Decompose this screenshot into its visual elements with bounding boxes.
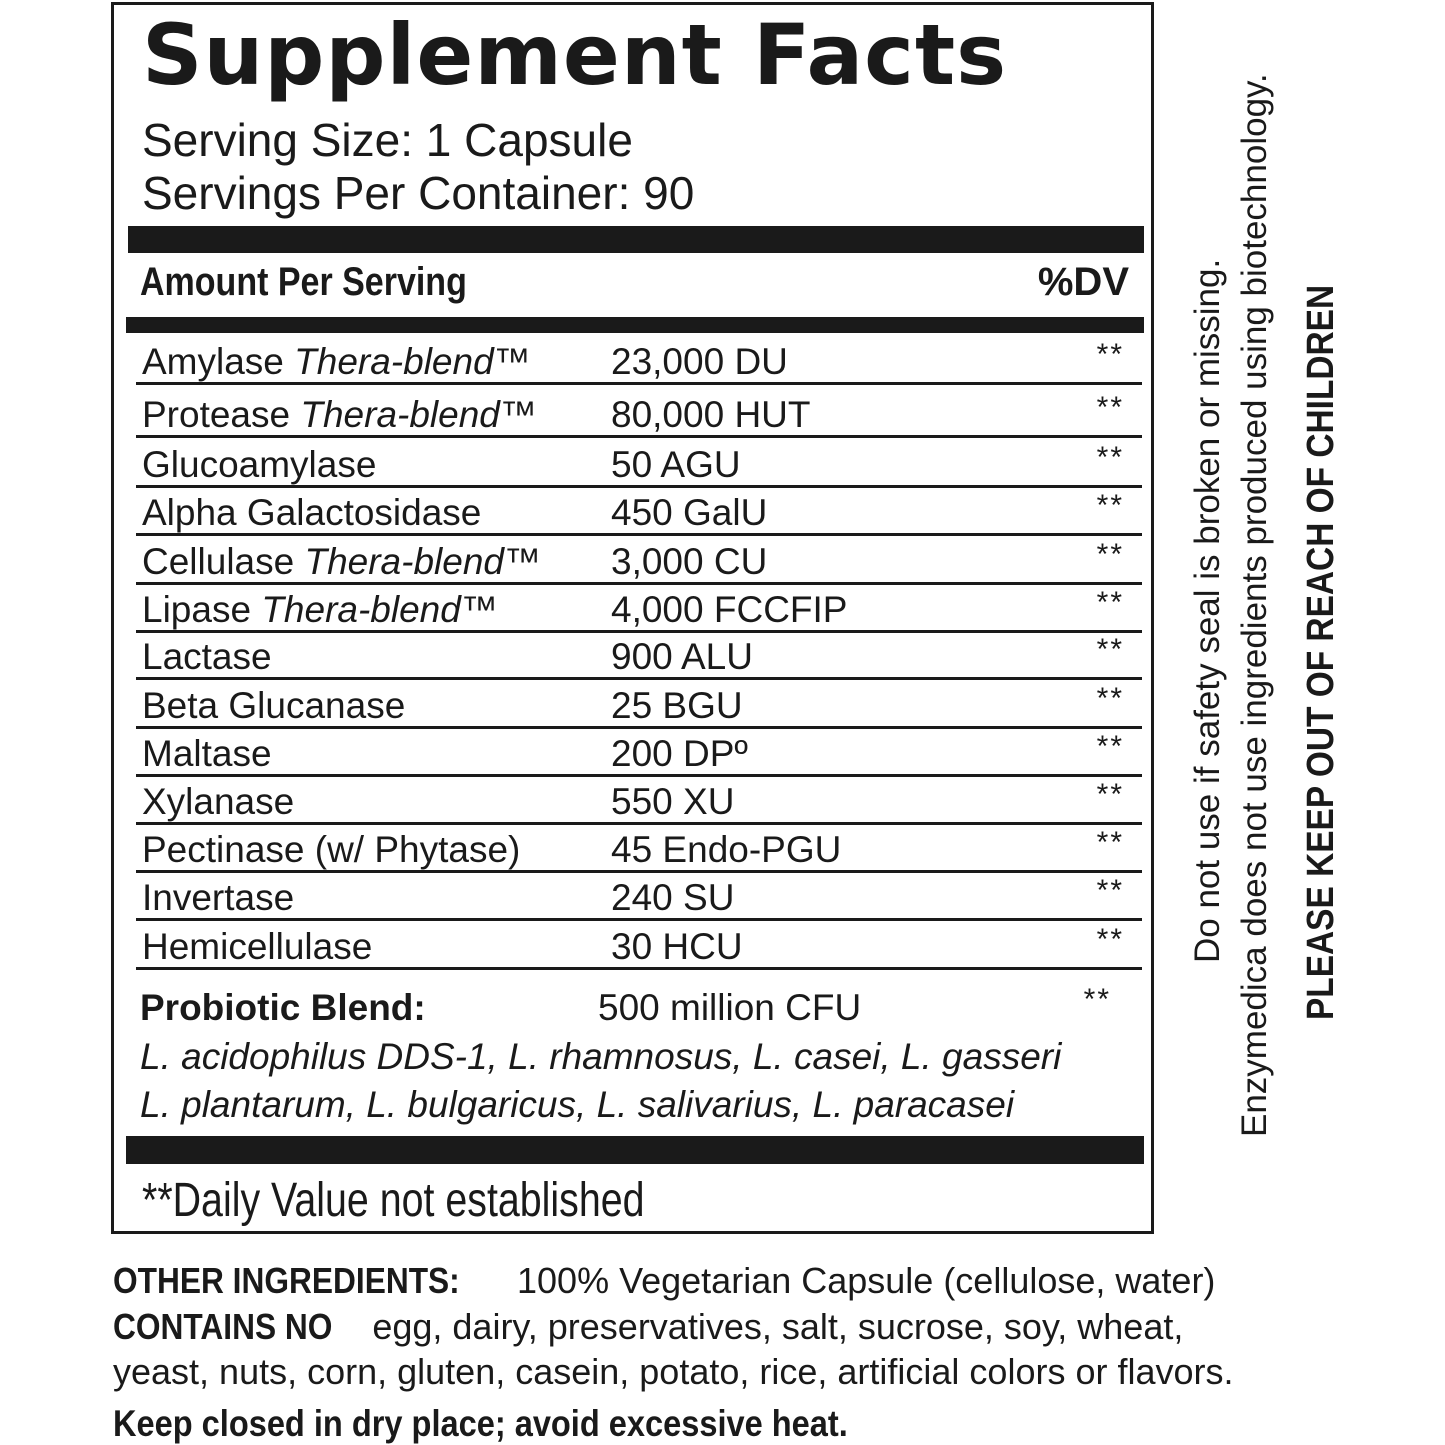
ingredient-row (136, 682, 1142, 729)
other-ingredients-value: 100% Vegetarian Capsule (cellulose, water) (507, 1260, 1216, 1301)
ingredient-dv: ** (1096, 586, 1124, 619)
blend-label: Thera-blend™ (300, 394, 537, 435)
servings-per-container: Servings Per Container: 90 (142, 167, 695, 219)
blend-label: Thera-blend™ (294, 341, 531, 382)
thick-divider-top (128, 226, 1144, 253)
probiotic-blend-amount: 500 million CFU (598, 987, 862, 1028)
contains-no (113, 1306, 1183, 1348)
ingredient-row (136, 826, 1142, 873)
ingredient-row (136, 441, 1142, 488)
storage-instructions: Keep closed in dry place; avoid excessive heat. (113, 1403, 848, 1444)
ingredient-name: Amylase Thera-blend™ (142, 341, 531, 382)
ingredient-name: Alpha Galactosidase (142, 492, 482, 533)
thick-divider-bottom (126, 1136, 1144, 1164)
ingredient-name: Cellulase Thera-blend™ (142, 541, 541, 582)
biotech-note: Enzymedica does not use ingredients produced using biotechnology. (1235, 73, 1274, 1137)
ingredient-name: Lipase Thera-blend™ (142, 589, 498, 630)
ingredient-amount: 900 ALU (611, 636, 753, 677)
ingredient-dv: ** (1096, 633, 1124, 666)
serving-size: Serving Size: 1 Capsule (142, 114, 633, 166)
ingredient-amount: 450 GalU (611, 492, 768, 533)
ingredient-row (136, 586, 1142, 633)
seal-warning: Do not use if safety seal is broken or missing. (1188, 258, 1227, 963)
ingredient-dv: ** (1096, 730, 1124, 763)
ingredient-amount: 200 DPº (611, 733, 748, 774)
ingredient-dv: ** (1096, 923, 1124, 956)
ingredient-dv: ** (1096, 826, 1124, 859)
panel-title: Supplement Facts (142, 6, 1008, 104)
probiotic-strains-line-2: L. plantarum, L. bulgaricus, L. salivarius, L. paracasei (140, 1084, 1015, 1125)
ingredient-row (136, 923, 1142, 970)
ingredient-name: Lactase (142, 636, 272, 677)
ingredient-amount: 3,000 CU (611, 541, 768, 582)
amount-per-serving-header: Amount Per Serving (140, 260, 467, 304)
ingredient-dv: ** (1096, 778, 1124, 811)
ingredient-dv: ** (1096, 682, 1124, 715)
supplement-facts-panel (111, 2, 1154, 1234)
ingredient-name: Invertase (142, 877, 295, 918)
ingredient-name: Xylanase (142, 781, 295, 822)
probiotic-strains-line-1: L. acidophilus DDS-1, L. rhamnosus, L. casei, L. gasseri (140, 1036, 1062, 1077)
ingredient-amount: 50 AGU (611, 444, 741, 485)
ingredient-name: Protease Thera-blend™ (142, 394, 537, 435)
ingredient-row (136, 538, 1142, 585)
ingredient-dv: ** (1096, 338, 1124, 371)
ingredient-name: Pectinase (w/ Phytase) (142, 829, 521, 870)
ingredient-amount: 45 Endo-PGU (611, 829, 842, 870)
ingredient-row (136, 633, 1142, 680)
ingredient-row (136, 874, 1142, 921)
ingredient-row (136, 778, 1142, 825)
contains-no-label: CONTAINS NO (113, 1306, 333, 1347)
probiotic-blend-label: Probiotic Blend: (140, 987, 426, 1028)
dv-header: %DV (1037, 260, 1129, 304)
other-ingredients (113, 1260, 1215, 1302)
ingredient-row (136, 338, 1142, 385)
children-warning: PLEASE KEEP OUT OF REACH OF CHILDREN (1300, 284, 1342, 1020)
ingredient-dv: ** (1096, 538, 1124, 571)
ingredient-name: Hemicellulase (142, 926, 373, 967)
ingredient-amount: 550 XU (611, 781, 735, 822)
ingredient-amount: 25 BGU (611, 685, 743, 726)
blend-label: Thera-blend™ (261, 589, 498, 630)
contains-no-continued: yeast, nuts, corn, gluten, casein, potato, rice, artificial colors or flavors. (113, 1351, 1234, 1392)
ingredient-amount: 80,000 HUT (611, 394, 811, 435)
daily-value-footnote: **Daily Value not established (142, 1174, 645, 1227)
ingredient-dv: ** (1096, 489, 1124, 522)
ingredient-row (136, 391, 1142, 438)
ingredient-row (136, 489, 1142, 536)
ingredient-dv: ** (1096, 874, 1124, 907)
probiotic-blend-dv: ** (1083, 983, 1111, 1016)
ingredient-name: Glucoamylase (142, 444, 377, 485)
ingredient-dv: ** (1096, 391, 1124, 424)
blend-label: Thera-blend™ (304, 541, 541, 582)
ingredient-amount: 4,000 FCCFIP (611, 589, 848, 630)
other-ingredients-label: OTHER INGREDIENTS: (113, 1260, 460, 1301)
ingredient-name: Maltase (142, 733, 272, 774)
ingredient-amount: 23,000 DU (611, 341, 788, 382)
ingredient-amount: 30 HCU (611, 926, 743, 967)
ingredient-name: Beta Glucanase (142, 685, 406, 726)
ingredient-row (136, 730, 1142, 777)
contains-no-value: egg, dairy, preservatives, salt, sucrose, soy, wheat, (362, 1306, 1184, 1347)
ingredient-amount: 240 SU (611, 877, 735, 918)
ingredient-dv: ** (1096, 441, 1124, 474)
medium-divider (126, 317, 1144, 333)
